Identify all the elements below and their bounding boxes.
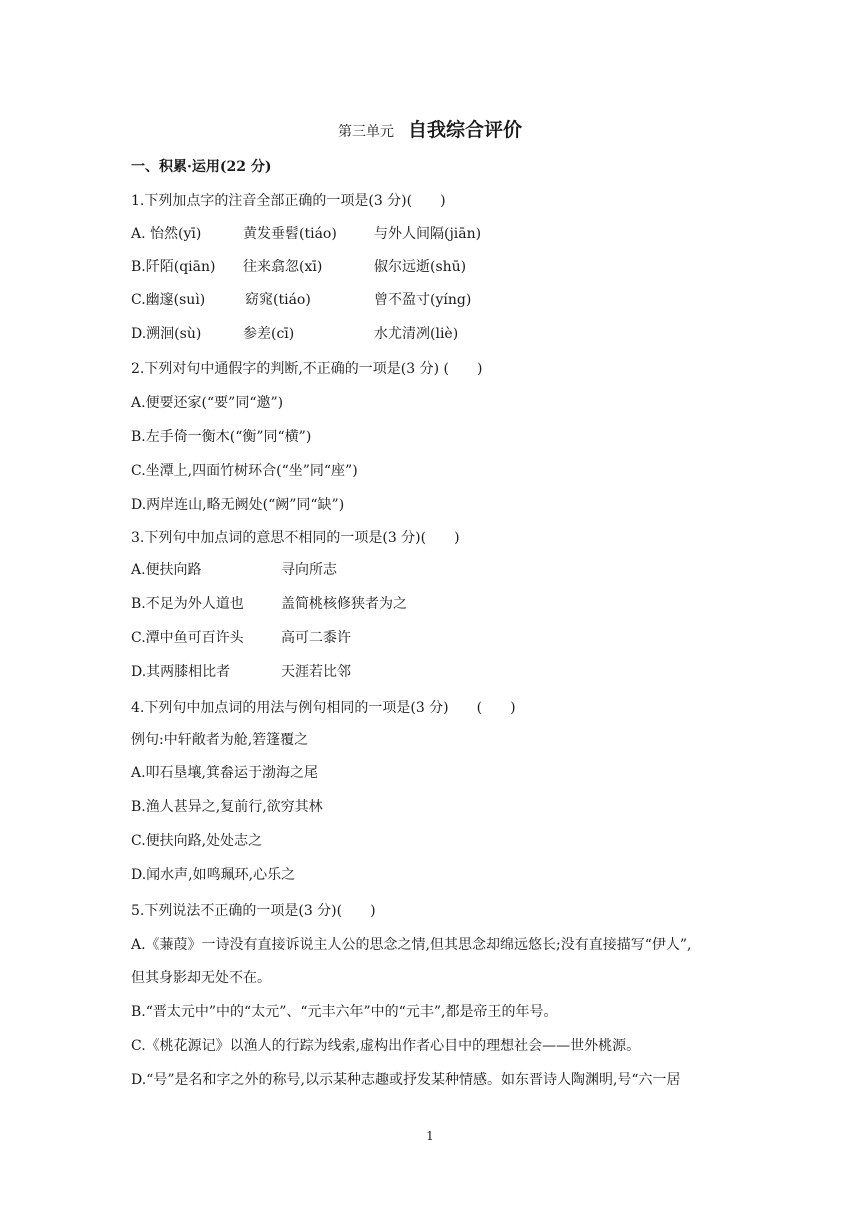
question-4-option-d: D.闻水声,如鸣珮环,心乐之 bbox=[131, 867, 296, 883]
question-2-option-d: D.两岸连山,略无阙处(“阙”同“缺”) bbox=[131, 497, 345, 513]
section-heading: 一、积累·运用(22 分) bbox=[131, 159, 272, 175]
question-2-option-a: A.便要还家(“要”同“邀”) bbox=[131, 395, 284, 411]
option-d-phrase-1: D.其两膝相比者 bbox=[131, 664, 231, 680]
option-d-item-3: 水尤清冽(liè) bbox=[374, 326, 459, 342]
option-b-item-2: 往来翕忽(xī) bbox=[243, 259, 323, 275]
question-5-stem: 5.下列说法不正确的一项是(3 分)( ) bbox=[131, 903, 376, 919]
question-3-option-b bbox=[131, 594, 407, 614]
option-a-item-3: 与外人间隔(jiān) bbox=[374, 226, 482, 242]
option-d-item-2: 参差(cī) bbox=[243, 326, 295, 342]
option-c-item-1: C.幽邃(suì) bbox=[131, 292, 206, 308]
question-4-stem: 4.下列句中加点词的用法与例句相同的一项是(3 分) ( ) bbox=[131, 700, 516, 716]
question-1-option-b bbox=[131, 257, 466, 277]
option-d-phrase-2: 天涯若比邻 bbox=[281, 664, 351, 680]
option-c-phrase-2: 高可二黍许 bbox=[281, 630, 351, 646]
question-3-option-c bbox=[131, 628, 351, 648]
question-2-option-b: B.左手倚一衡木(“衡”同“横”) bbox=[131, 429, 312, 445]
question-4-option-a: A.叩石垦壤,箕畚运于渤海之尾 bbox=[131, 765, 319, 781]
option-a-phrase-1: A.便扶向路 bbox=[131, 562, 202, 578]
question-5-option-c: C.《桃花源记》以渔人的行踪为线索,虚构出作者心目中的理想社会——世外桃源。 bbox=[131, 1038, 641, 1054]
option-b-phrase-2: 盖简桃核修狭者为之 bbox=[281, 596, 407, 612]
question-3-option-d bbox=[131, 662, 351, 682]
option-a-item-2: 黄发垂髫(tiáo) bbox=[243, 226, 337, 242]
option-b-item-1: B.阡陌(qiān) bbox=[131, 259, 216, 275]
unit-label: 第三单元 bbox=[337, 124, 394, 140]
question-5-option-b: B.“晋太元中”中的“太元”、“元丰六年”中的“元丰”,都是帝王的年号。 bbox=[131, 1004, 558, 1020]
question-1-stem: 1.下列加点字的注音全部正确的一项是(3 分)( ) bbox=[131, 193, 446, 209]
question-2-stem: 2.下列对句中通假字的判断,不正确的一项是(3 分) ( ) bbox=[131, 361, 483, 377]
question-3-stem: 3.下列句中加点词的意思不相同的一项是(3 分)( ) bbox=[131, 530, 460, 546]
title-text: 自我综合评价 bbox=[407, 119, 522, 141]
option-a-phrase-2: 寻向所志 bbox=[281, 562, 337, 578]
question-5-option-a-line-2: 但其身影却无处不在。 bbox=[131, 970, 271, 986]
question-5-option-d: D.“号”是名和字之外的称号,以示某种志趣或抒发某种情感。如东晋诗人陶渊明,号“六一居 bbox=[131, 1072, 681, 1088]
option-d-item-1: D.溯洄(sù) bbox=[131, 326, 202, 342]
page-number: 1 bbox=[426, 1129, 434, 1143]
option-c-phrase-1: C.潭中鱼可百许头 bbox=[131, 630, 244, 646]
question-4-option-b: B.渔人甚异之,复前行,欲穷其林 bbox=[131, 799, 323, 815]
option-b-item-3: 俶尔远逝(shū) bbox=[374, 259, 467, 275]
option-c-item-2: 窈窕(tiáo) bbox=[245, 292, 311, 308]
question-2-option-c: C.坐潭上,四面竹树环合(“坐”同“座”) bbox=[131, 463, 358, 479]
option-a-item-1: A. 怡然(yī) bbox=[131, 226, 202, 242]
option-c-item-3: 曾不盈寸(yíng) bbox=[374, 292, 472, 308]
page-title bbox=[0, 115, 860, 142]
question-1-option-a bbox=[131, 224, 481, 244]
option-b-phrase-1: B.不足为外人道也 bbox=[131, 596, 244, 612]
question-4-option-c: C.便扶向路,处处志之 bbox=[131, 833, 263, 849]
question-1-option-d bbox=[131, 324, 458, 344]
question-4-example: 例句:中轩敞者为舱,箬篷覆之 bbox=[131, 732, 309, 748]
question-1-option-c bbox=[131, 290, 471, 310]
question-3-option-a bbox=[131, 560, 337, 580]
question-5-option-a-line-1: A.《蒹葭》一诗没有直接诉说主人公的思念之情,但其思念却绵远悠长;没有直接描写“伊人”, bbox=[131, 937, 692, 953]
